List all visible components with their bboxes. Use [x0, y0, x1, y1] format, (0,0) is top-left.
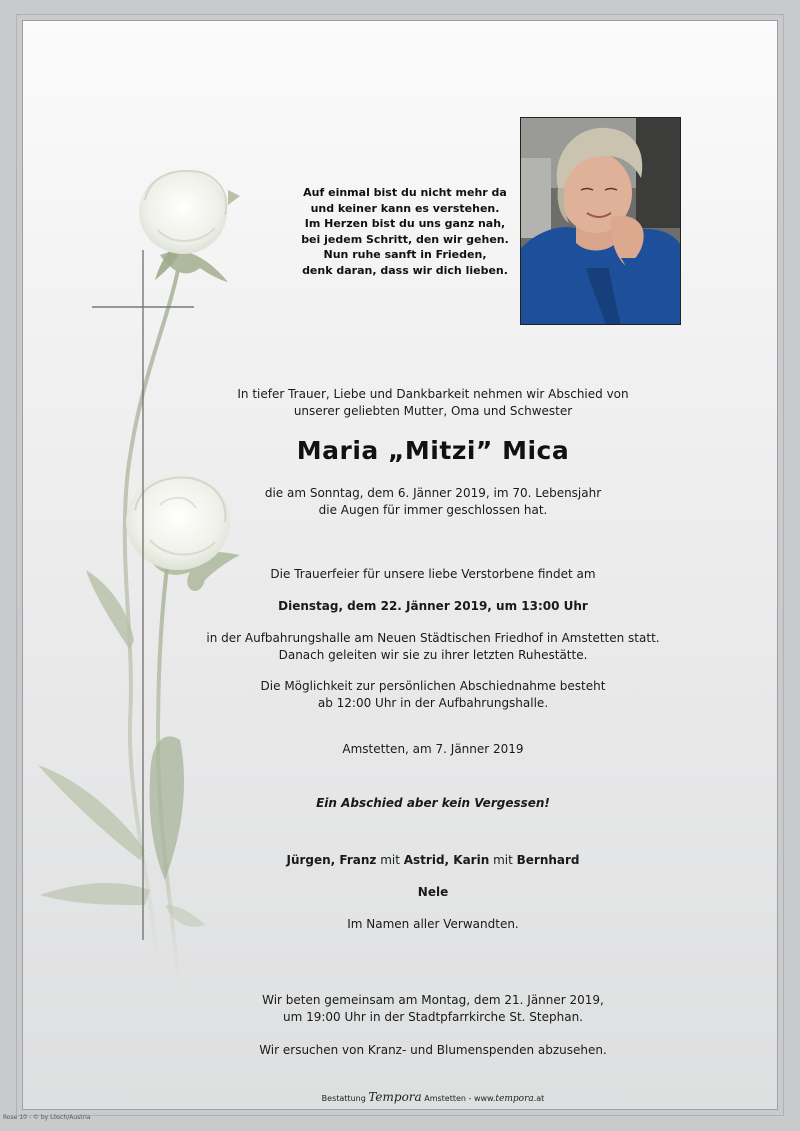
family-names — [200, 852, 666, 869]
donation-line: Wir ersuchen von Kranz- und Blumenspenden abzusehen. — [259, 1043, 607, 1057]
relatives-note — [200, 916, 666, 933]
funeral-intro — [200, 566, 666, 583]
place-date-line: Amstetten, am 7. Jänner 2019 — [342, 742, 524, 756]
family-name: Astrid, Karin — [403, 853, 490, 867]
poem-line: Im Herzen bist du uns ganz nah, — [304, 217, 506, 230]
prayer-line: um 19:00 Uhr in der Stadtpfarrkirche St. Stephan. — [283, 1010, 583, 1024]
prayer-line: Wir beten gemeinsam am Montag, dem 21. Jänner 2019, — [262, 993, 604, 1007]
place-date — [200, 741, 666, 758]
poem-line: Auf einmal bist du nicht mehr da — [303, 186, 507, 199]
motto — [200, 795, 666, 812]
death-line: die Augen für immer geschlossen hat. — [318, 503, 548, 517]
funeral-intro-line: Die Trauerfeier für unsere liebe Verstorbene findet am — [270, 567, 596, 581]
poem-line: Nun ruhe sanft in Frieden, — [323, 248, 487, 261]
funeral-place-line: Danach geleiten wir sie zu ihrer letzten Ruhestätte. — [278, 648, 588, 662]
prayer-info — [200, 992, 666, 1026]
death-text — [200, 485, 666, 519]
funeral-date — [200, 598, 666, 615]
leaf — [40, 883, 150, 905]
relatives-line: Im Namen aller Verwandten. — [347, 917, 519, 931]
rose-stem-upper — [125, 270, 178, 980]
motto-line: Ein Abschied aber kein Vergessen! — [316, 796, 550, 810]
footer-middle: Amstetten - www. — [424, 1094, 496, 1103]
donation-note — [200, 1042, 666, 1059]
farewell-line: ab 12:00 Uhr in der Aufbahrungshalle. — [317, 696, 549, 710]
family-line — [200, 852, 666, 869]
family-connector: mit — [376, 853, 404, 867]
poem-line: denk daran, dass wir dich lieben. — [302, 263, 508, 277]
intro-line: In tiefer Trauer, Liebe und Dankbarkeit nehmen wir Abschied von — [237, 387, 629, 401]
funeral-place — [200, 630, 666, 664]
grandchild — [200, 884, 666, 901]
grandchild-line: Nele — [417, 885, 449, 899]
copyright-note: Rose 10 - © by Lösch/Austria — [3, 1114, 91, 1121]
family-connector: mit — [489, 853, 517, 867]
footer-suffix: .at — [533, 1094, 545, 1103]
poem-line: bei jedem Schritt, den wir gehen. — [301, 232, 509, 246]
footer-brand: Tempora — [368, 1090, 422, 1104]
footer-funeral-home — [200, 1090, 666, 1104]
funeral-date-line: Dienstag, dem 22. Jänner 2019, um 13:00 Uhr — [278, 599, 588, 613]
intro-text — [200, 386, 666, 420]
poem — [300, 185, 510, 278]
death-line: die am Sonntag, dem 6. Jänner 2019, im 70. Lebensjahr — [264, 486, 602, 500]
leaf — [150, 736, 185, 880]
family-name: Bernhard — [516, 853, 580, 867]
intro-line: unserer geliebten Mutter, Oma und Schwester — [293, 404, 573, 418]
footer-domain: tempora — [495, 1094, 534, 1104]
poem-line: und keiner kann es verstehen. — [310, 201, 500, 215]
leaf — [38, 765, 145, 860]
footer-prefix: Bestattung — [321, 1094, 366, 1103]
portrait-photo — [520, 117, 681, 325]
deceased-name: Maria „Mitzi” Mica — [296, 436, 570, 465]
family-name: Jürgen, Franz — [286, 853, 377, 867]
farewell-line: Die Möglichkeit zur persönlichen Abschiednahme besteht — [260, 679, 606, 693]
funeral-place-line: in der Aufbahrungshalle am Neuen Städtischen Friedhof in Amstetten statt. — [206, 631, 660, 645]
farewell-info — [200, 678, 666, 712]
